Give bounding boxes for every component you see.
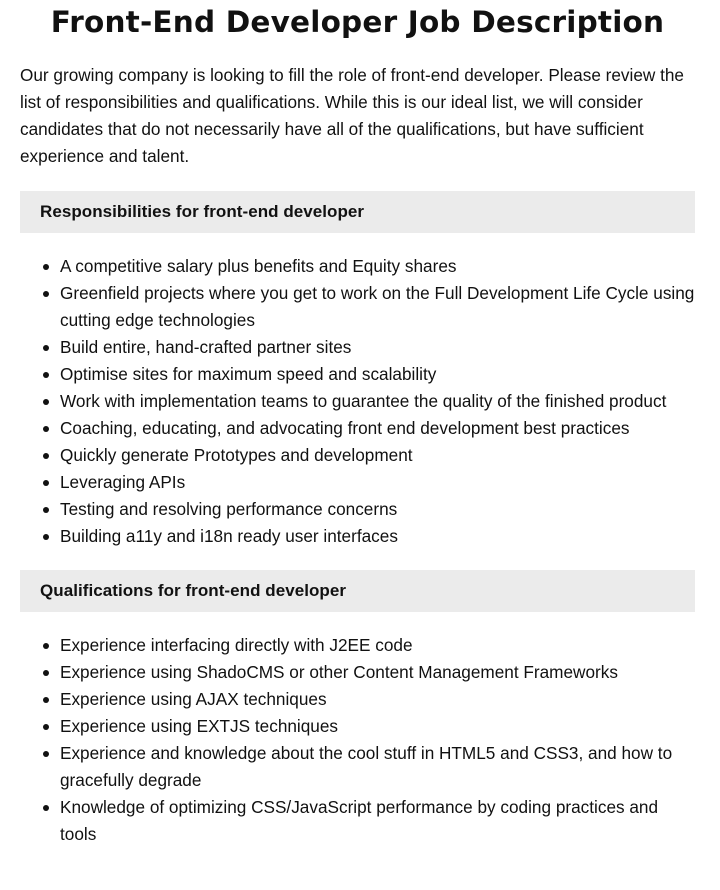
responsibility-item: Leveraging APIs [60,469,695,496]
qualification-item: Knowledge of optimizing CSS/JavaScript performance by coding practices and tools [60,794,695,848]
responsibility-item: Greenfield projects where you get to work on the Full Development Life Cycle using cutting edge technologies [60,280,695,334]
qualifications-list [20,632,695,848]
responsibility-item: Building a11y and i18n ready user interfaces [60,523,695,550]
responsibility-item: Optimise sites for maximum speed and scalability [60,361,695,388]
responsibility-item: Work with implementation teams to guarantee the quality of the finished product [60,388,695,415]
responsibility-item: A competitive salary plus benefits and Equity shares [60,253,695,280]
qualification-item: Experience using AJAX techniques [60,686,695,713]
qualification-item: Experience using ShadoCMS or other Content Management Frameworks [60,659,695,686]
page-title: Front-End Developer Job Description [50,5,665,39]
responsibility-item: Build entire, hand-crafted partner sites [60,334,695,361]
qualifications-heading: Qualifications for front-end developer [20,570,695,612]
qualification-item: Experience and knowledge about the cool stuff in HTML5 and CSS3, and how to gracefully degrade [60,740,695,794]
responsibilities-list [20,253,695,550]
responsibilities-heading: Responsibilities for front-end developer [20,191,695,233]
responsibility-item: Quickly generate Prototypes and development [60,442,695,469]
responsibility-item: Testing and resolving performance concerns [60,496,695,523]
qualification-item: Experience using EXTJS techniques [60,713,695,740]
responsibility-item: Coaching, educating, and advocating front end development best practices [60,415,695,442]
qualification-item: Experience interfacing directly with J2EE code [60,632,695,659]
intro-paragraph: Our growing company is looking to fill the role of front-end developer. Please review the list of responsibilities and qualifications. While this is our ideal list, we will consider candidates that do not necessarily have all of the qualifications, but have sufficient experience and talent. [20,65,684,166]
